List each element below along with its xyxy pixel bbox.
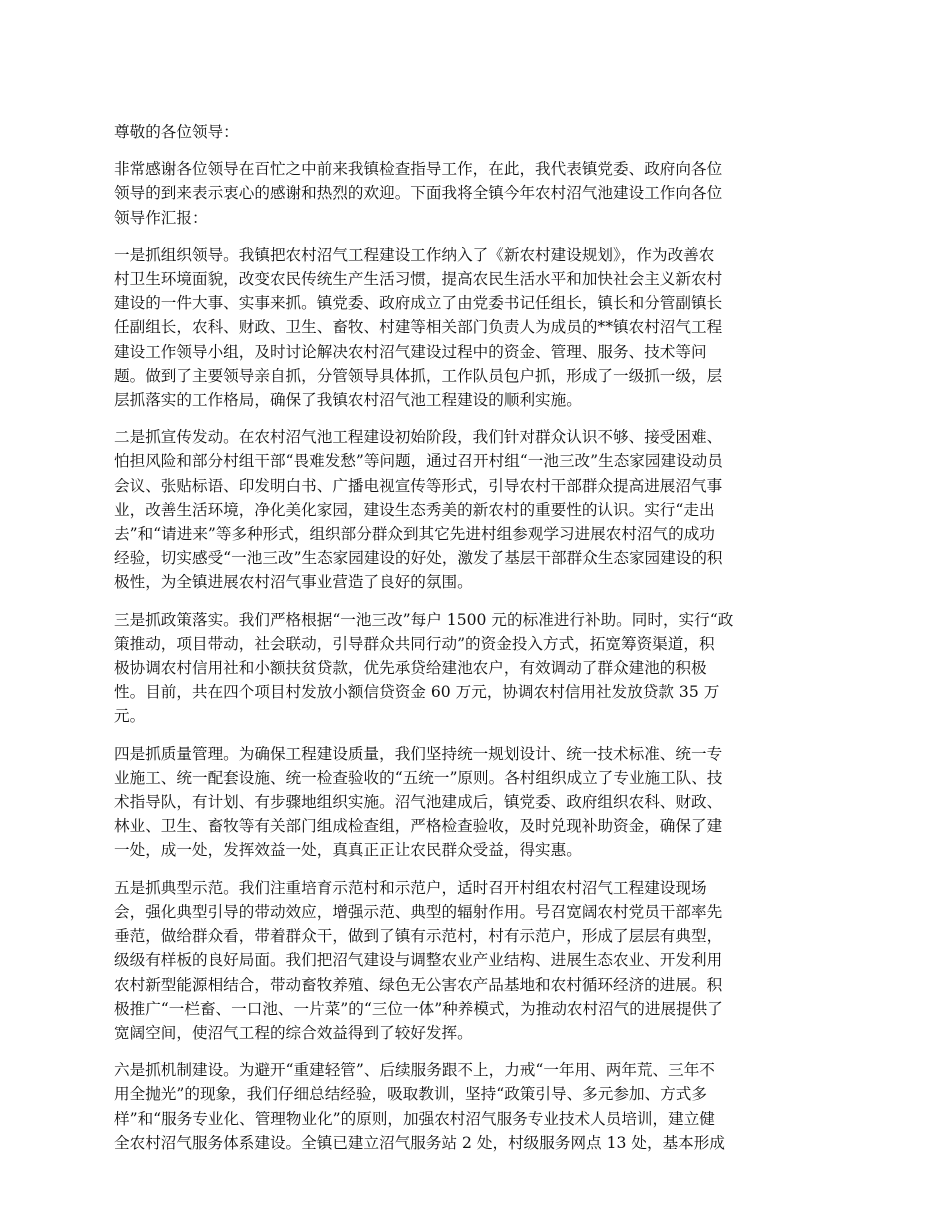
paragraph-policy: 三是抓政策落实。我们严格根据“一池三改”每户 1500 元的标准进行补助。同时，实行“政 策推动，项目带动，社会联动，引导群众共同行动”的资金投入方式，拓宽筹资渠道，积 极协调农村信用社和小额扶贫贷款，优先承贷给建池农户，有效调动了群众建池的积极 性。目前，共在四个项目村发放小额信贷资金 60 万元，协调农村信用社发放贷款 35 万 元。 xyxy=(114,610,734,726)
paragraph-organization: 一是抓组织领导。我镇把农村沼气工程建设工作纳入了《新农村建设规划》，作为改善农 村卫生环境面貌，改变农民传统生产生活习惯，提高农民生活水平和加快社会主义新农村 建设的一件大事、实事来抓。镇党委、政府成立了由党委书记任组长，镇长和分管副镇长 任副组长，农科、财政、卫生、畜牧、村建等相关部门负责人为成员的**镇农村沼气工程 建设工作领导小组，及时讨论解决农村沼气建设过程中的资金、管理、服务、技术等问 题。做到了主要领导亲自抓，分管领导具体抓，工作队员包户抓，形成了一级抓一级，层 层抓落实的工作格局，确保了我镇农村沼气池工程建设的顺利实施。 xyxy=(114,245,723,410)
paragraph-mechanism: 六是抓机制建设。为避开“重建轻管”、后续服务跟不上，力戒“一年用、两年荒、三年不 用全抛光”的现象，我们仔细总结经验，吸取教训，坚持“政策引导、多元参加、方式多 样”和“服务专业化、管理物业化”的原则，加强农村沼气服务专业技术人员培训，建立健 全农村沼气服务体系建设。全镇已建立沼气服务站 2 处，村级服务网点 13 处，基本形成 xyxy=(114,1061,725,1152)
salutation: 尊敬的各位领导： xyxy=(114,123,239,141)
paragraph-publicity: 二是抓宣传发动。在农村沼气池工程建设初始阶段，我们针对群众认识不够、接受困难、 怕担风险和部分村组干部“畏难发愁”等问题，通过召开村组“一池三改”生态家园建设动员 会议、张贴标语、印发明白书、广播电视宣传等形式，引导农村干部群众提高进展沼气事 业，改善生活环境，净化美化家园，建设生态秀美的新农村的重要性的认识。实行“走出 去”和“请进来”等多种形式，组织部分群众到其它先进村组参观学习进展农村沼气的成功 经验，切实感受“一池三改”生态家园建设的好处，激发了基层干部群众生态家园建设的积 极性，为全镇进展农村沼气事业营造了良好的氛围。 xyxy=(114,428,723,592)
paragraph-demonstration: 五是抓典型示范。我们注重培育示范村和示范户，适时召开村组农村沼气工程建设现场 会，强化典型引导的带动效应，增强示范、典型的辐射作用。号召宽阔农村党员干部率先 垂范，做给群众看，带着群众干，做到了镇有示范村，村有示范户，形成了层层有典型， 级级有样板的良好局面。我们把沼气建设与调整农业产业结构、进展生态农业、开发利用 农村新型能源相结合，带动畜牧养殖、绿色无公害农产品基地和农村循环经济的进展。积 极推广“一栏畜、一口池、一片菜”的“三位一体”种养模式，为推动农村沼气的进展提供了 宽阔空间，使沼气工程的综合效益得到了较好发挥。 xyxy=(114,878,723,1042)
paragraph-intro: 非常感谢各位领导在百忙之中前来我镇检查指导工作，在此，我代表镇党委、政府向各位 领导的到来表示衷心的感谢和热烈的欢迎。下面我将全镇今年农村沼气池建设工作向各位 领导作汇报： xyxy=(114,160,723,227)
paragraph-quality: 四是抓质量管理。为确保工程建设质量，我们坚持统一规划设计、统一技术标准、统一专 业施工、统一配套设施、统一检查验收的“五统一”原则。各村组织成立了专业施工队、技 术指导队，有计划、有步骤地组织实施。沼气池建成后，镇党委、政府组织农科、财政、 林业、卫生、畜牧等有关部门组成检查组，严格检查验收，及时兑现补助资金，确保了建 一处，成一处，发挥效益一处，真真正正让农民群众受益，得实惠。 xyxy=(114,744,723,860)
document-body xyxy=(114,120,840,1168)
